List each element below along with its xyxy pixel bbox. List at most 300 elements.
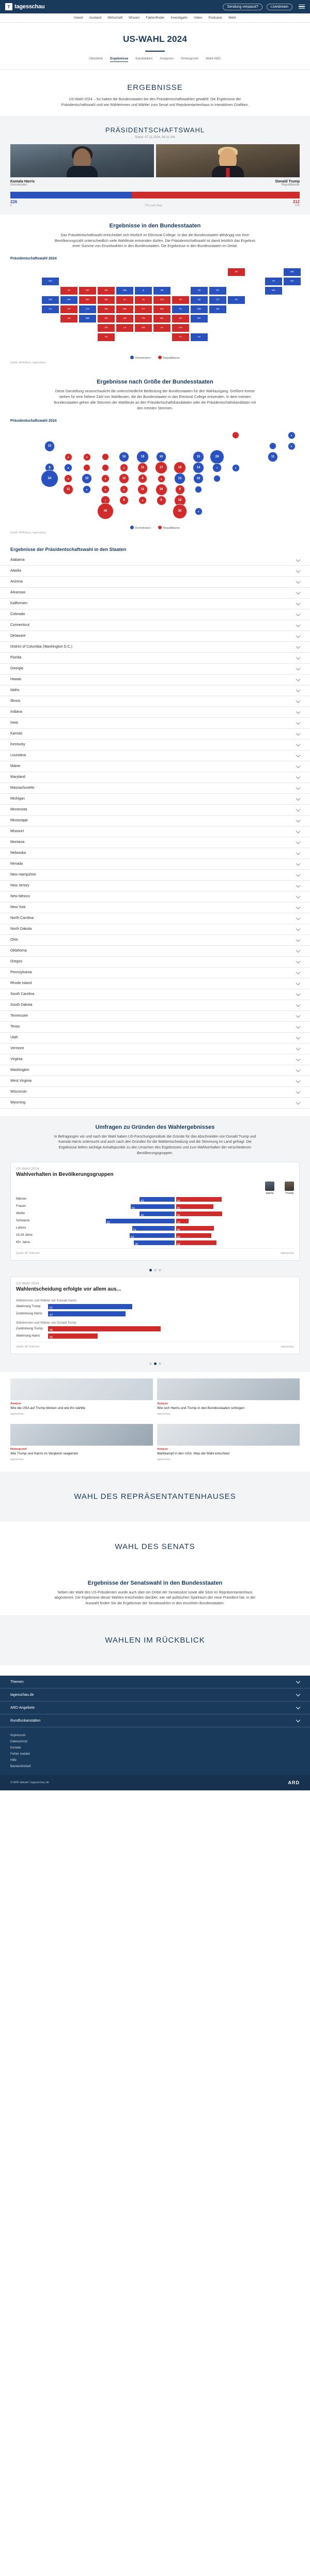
missed-broadcast-button[interactable]: Sendung verpasst? (223, 4, 262, 10)
electoral-votes-trump: 312 (292, 199, 300, 204)
chevron-down-icon (296, 1056, 300, 1061)
state-accordion-item[interactable] (0, 1011, 310, 1022)
state-vt[interactable]: VT (265, 277, 283, 286)
footer-link[interactable]: Fehler melden (10, 1753, 30, 1756)
state-mo[interactable]: MO (116, 305, 134, 314)
state-accordion-item[interactable] (0, 631, 310, 642)
chevron-down-icon (296, 970, 300, 974)
state-va[interactable]: VA (172, 305, 190, 314)
chevron-down-icon (296, 1067, 300, 1071)
state-accordion-item[interactable] (0, 740, 310, 750)
state-accordion-item[interactable] (0, 848, 310, 859)
state-hi[interactable]: HI (190, 333, 208, 342)
state-al[interactable]: AL (153, 324, 171, 332)
bubble-pa[interactable]: 19 (174, 462, 186, 474)
tab-wahl-abc[interactable]: Wahl-ABC (205, 57, 221, 60)
bubble-ut[interactable]: 6 (64, 474, 73, 483)
state-accordion-item[interactable] (0, 957, 310, 968)
scale-right: 538 (295, 204, 300, 207)
legend-harris: Harris (265, 1182, 274, 1195)
bubble-va[interactable]: 13 (174, 473, 185, 484)
state-in[interactable]: IN (134, 296, 152, 304)
nav-item-wirtschaft[interactable]: Wirtschaft (107, 16, 123, 20)
chevron-down-icon (296, 763, 300, 768)
bubble-mn[interactable]: 10 (119, 452, 129, 462)
chevron-down-icon (296, 894, 300, 898)
state-accordion-item[interactable] (0, 935, 310, 946)
chevron-down-icon (296, 611, 300, 616)
state-ak[interactable]: AK (227, 268, 245, 277)
footer-link[interactable]: Hilfe (10, 1759, 17, 1762)
chart-group-row (16, 1219, 294, 1223)
footer-link[interactable]: Kontakt (10, 1746, 21, 1750)
state-accordion-item[interactable] (0, 718, 310, 729)
teaser-4[interactable] (157, 1424, 300, 1461)
bubble-nd[interactable] (102, 453, 109, 461)
bubble-ms[interactable]: 6 (138, 496, 147, 505)
state-accordion-item[interactable] (0, 902, 310, 913)
chevron-down-icon (296, 1035, 300, 1039)
tab-hintergrund[interactable]: Hintergrund (180, 57, 198, 60)
bubble-ne[interactable]: 5 (101, 474, 110, 483)
state-de[interactable]: DE (209, 305, 227, 314)
chevron-down-icon (296, 1046, 300, 1050)
bubble-in[interactable]: 11 (137, 463, 148, 473)
state-accordion-item[interactable] (0, 924, 310, 935)
state-accordion-item[interactable] (0, 1022, 310, 1033)
state-accordion-item[interactable] (0, 674, 310, 685)
state-accordion-label: Wisconsin (10, 1090, 27, 1094)
copyright: © ARD-aktuell / tagesschau.de (10, 1781, 49, 1785)
state-ar[interactable]: AR (116, 314, 134, 323)
state-accordion-label: Nevada (10, 862, 23, 866)
state-oh[interactable]: OH (153, 296, 171, 304)
bubble-ny[interactable]: 28 (210, 450, 224, 464)
nav-item-investigativ[interactable]: Investigativ (171, 16, 188, 20)
dot-1[interactable] (149, 1269, 152, 1271)
dot2-3[interactable] (159, 1362, 161, 1365)
state-accordion-item[interactable] (0, 946, 310, 957)
state-accordion-item[interactable] (0, 870, 310, 881)
chevron-down-icon (296, 1692, 300, 1696)
bar-harris: 49 (134, 1240, 174, 1245)
bubble-ky[interactable]: 8 (138, 474, 147, 483)
bubble-oh[interactable]: 17 (155, 462, 167, 473)
bubble-md[interactable]: 10 (193, 473, 204, 484)
bubble-ks[interactable]: 6 (101, 485, 110, 494)
dot-2[interactable] (154, 1269, 157, 1271)
state-accordion-item[interactable] (0, 599, 310, 609)
chart-bar-label: Zustimmung Harris (16, 1312, 42, 1315)
state-nm[interactable]: NM (79, 314, 97, 323)
state-nd[interactable]: ND (97, 286, 115, 295)
senate-states-section (0, 1572, 310, 1607)
bubble-nc[interactable]: 16 (156, 484, 167, 496)
chart-bar-row (16, 1333, 294, 1339)
map1-source: Quelle: AP/Edison, tagesschau (10, 361, 46, 365)
state-accordion-label: New York (10, 906, 26, 910)
state-accordion-label: Ohio (10, 938, 18, 942)
state-la[interactable]: LA (116, 324, 134, 332)
candidate-trump[interactable] (156, 144, 300, 187)
state-accordion-label: New Mexico (10, 895, 30, 899)
tab-kandidaten[interactable]: Kandidaten (135, 57, 153, 60)
bubble-ak[interactable] (232, 432, 239, 439)
chart-group-bars (56, 1204, 294, 1209)
state-accordion-item[interactable] (0, 913, 310, 924)
bubble-de[interactable] (213, 475, 221, 482)
footer-section-item[interactable] (0, 1701, 310, 1714)
bubble-co[interactable]: 10 (82, 473, 92, 484)
chevron-down-icon (296, 991, 300, 995)
us-bubble-map[interactable] (10, 427, 300, 523)
bubble-ga[interactable]: 16 (174, 495, 186, 507)
state-mt[interactable]: MT (79, 286, 97, 295)
state-accordion-item[interactable] (0, 892, 310, 902)
state-accordion-item[interactable] (0, 816, 310, 826)
tab-analysen[interactable]: Analysen (160, 57, 174, 60)
state-accordion-label: Kentucky (10, 743, 25, 747)
trump-thumb-icon (285, 1182, 294, 1191)
state-accordion-label: West Virginia (10, 1079, 32, 1083)
chevron-down-icon (296, 926, 300, 930)
footer-section-item[interactable] (0, 1689, 310, 1701)
dot2-1[interactable] (149, 1362, 152, 1365)
state-ny[interactable]: NY (209, 286, 227, 295)
state-ok[interactable]: OK (97, 324, 115, 332)
chart-group-label: Männer (16, 1198, 27, 1201)
state-accordion-item[interactable] (0, 609, 310, 620)
chevron-down-icon (296, 1679, 300, 1683)
bubble-nj[interactable]: 14 (193, 462, 204, 473)
bar-trump: 49 (176, 1240, 216, 1245)
carousel-dots-2[interactable] (0, 1359, 310, 1365)
footer-section-item[interactable] (0, 1676, 310, 1689)
state-ks[interactable]: KS (97, 314, 115, 323)
state-ga[interactable]: GA (172, 324, 190, 332)
bubble-hi[interactable]: 4 (195, 508, 203, 515)
bubble-vt[interactable] (269, 442, 276, 450)
nav-item-podcasts[interactable]: Podcasts (208, 16, 223, 20)
state-accordion-item[interactable] (0, 1065, 310, 1076)
footer-links (0, 1727, 310, 1775)
state-mn[interactable]: MN (116, 286, 134, 295)
results-heading: ERGEBNISSE (127, 83, 183, 92)
chart-bar: 47 (48, 1311, 126, 1316)
tab-ergebnisse[interactable]: Ergebnisse (110, 57, 128, 62)
teaser-3[interactable] (10, 1424, 153, 1461)
state-accordion-item[interactable] (0, 859, 310, 870)
state-tx[interactable]: TX (97, 333, 115, 342)
chart-group-row (16, 1226, 294, 1231)
bubble-wa[interactable]: 12 (44, 441, 55, 452)
bubble-az[interactable]: 11 (63, 484, 73, 495)
bubble-sd[interactable] (102, 464, 109, 471)
chart-group-heading: Wählerinnen und Wähler von Kamala Harris (16, 1299, 77, 1302)
state-accordion-label: Connecticut (10, 623, 29, 627)
state-md[interactable]: MD (190, 305, 208, 314)
state-fl[interactable]: FL (172, 333, 190, 342)
chart-group-label: Schwarze (16, 1219, 30, 1223)
state-ia[interactable]: IA (116, 296, 134, 304)
map2-text: Diese Darstellung veranschaulicht die unterschiedliche Bedeutung der Bundesstaaten für den Wahlausgang. Größere Kreise stehen für eine höhere Zahl von Wahlleuten, die der Bundesstaaten in das Electoral College entsenden. In dem meisten Bundesstaaten gehen alle Stimmen der Wahlleute an den Präsidentschaftskandidaten oder die Präsidentschaftskandidatin mit den meisten Stimmen. (54, 390, 256, 410)
bubble-sc[interactable]: 9 (175, 485, 185, 495)
state-accordion-item[interactable] (0, 620, 310, 631)
bubble-nm[interactable]: 5 (83, 485, 91, 494)
state-wa[interactable]: WA (41, 277, 59, 286)
state-accordion-item[interactable] (0, 729, 310, 740)
state-accordion-item[interactable] (0, 968, 310, 978)
results-section (0, 70, 310, 109)
state-accordion-item[interactable] (0, 837, 310, 848)
state-or[interactable]: OR (41, 296, 59, 304)
state-accordion-item[interactable] (0, 826, 310, 837)
teaser-kicker-1: Analyse (10, 1402, 22, 1405)
state-accordion-label: Illinois (10, 699, 21, 703)
chart-bar: 30 (48, 1333, 98, 1339)
state-ut[interactable]: UT (60, 305, 78, 314)
bubble-mt[interactable]: 4 (83, 453, 91, 461)
state-accordion-item[interactable] (0, 761, 310, 772)
state-ca[interactable]: CA (41, 305, 59, 314)
map2-legend (10, 525, 300, 530)
us-choropleth-map[interactable] (10, 265, 300, 352)
bubble-ar[interactable]: 6 (120, 485, 129, 494)
state-accordion-label: Alaska (10, 569, 22, 573)
chart-card-motivation (10, 1277, 300, 1354)
state-accordion-item[interactable] (0, 772, 310, 783)
state-accordion-item[interactable] (0, 1076, 310, 1087)
state-accordion-item[interactable] (0, 1000, 310, 1011)
state-pa[interactable]: PA (172, 296, 190, 304)
bubble-al[interactable]: 9 (157, 496, 166, 505)
hero (0, 23, 310, 70)
state-accordion-item[interactable] (0, 642, 310, 653)
state-ri[interactable]: RI (227, 296, 245, 304)
state-accordion-label: Colorado (10, 612, 25, 617)
chart1-brand: tagesschau (281, 1251, 294, 1255)
state-nv[interactable]: NV (60, 296, 78, 304)
chart-bar: 51 (48, 1304, 132, 1309)
state-ct[interactable]: CT (209, 296, 227, 304)
candidate-harris[interactable] (10, 144, 154, 187)
state-sd[interactable]: SD (97, 296, 115, 304)
senate-states-text: Neben der Wahl des US-Präsidenten wurde auch über ein Drittel der Senatssitze sowie alle Sitze im Repräsentantenhaus abgestimmt. Die Ergebnisse dieser Wahlen entscheiden darüber, wie viel politischen Spielraum der neue Präsident hat. In der Auswahl finden Sie die Ergebnisse der Senatswahlen in den einzelnen Bundesstaaten. (54, 1590, 256, 1606)
state-accordion-label: Washington (10, 1068, 29, 1072)
state-accordion-item[interactable] (0, 566, 310, 577)
state-accordion-label: Minnesota (10, 808, 27, 812)
bubble-ma[interactable]: 11 (268, 452, 278, 462)
state-accordion-item[interactable] (0, 1098, 310, 1109)
footer-section-item[interactable] (0, 1714, 310, 1727)
footer-section-label: Rundfunkanstalten (10, 1719, 41, 1723)
state-mi[interactable]: MI (190, 286, 208, 295)
chart-group-bars (56, 1226, 294, 1231)
tab-ueberblick[interactable]: Überblick (89, 57, 103, 60)
bubble-wy[interactable] (83, 464, 90, 471)
legend-rep: Republikaner (158, 356, 180, 360)
chevron-down-icon (296, 1089, 300, 1093)
state-accordion-item[interactable] (0, 783, 310, 794)
state-wy[interactable]: WY (79, 296, 97, 304)
state-nj[interactable]: NJ (190, 296, 208, 304)
state-accordion-item[interactable] (0, 555, 310, 566)
bubble-mo[interactable]: 10 (119, 473, 129, 484)
state-me[interactable]: ME (283, 268, 301, 277)
nav-item-faktenfinder[interactable]: Faktenfinder (146, 16, 165, 20)
nav-item-inland[interactable]: Inland (73, 16, 83, 20)
state-accordion-item[interactable] (0, 805, 310, 816)
state-accordion-item[interactable] (0, 1044, 310, 1054)
state-accordion-item[interactable] (0, 696, 310, 707)
bubble-ct[interactable]: 7 (212, 463, 222, 472)
chart-bar: 68 (48, 1326, 161, 1331)
chart2-kicker: US-Wahl 2024 (16, 1282, 39, 1285)
state-accordion-item[interactable] (0, 664, 310, 674)
state-accordion-label: Hawaii (10, 678, 22, 682)
bubble-tn[interactable]: 11 (137, 484, 148, 495)
logo-mark-icon: T (5, 3, 12, 10)
state-accordion-label: Kalifornien (10, 602, 28, 606)
bubble-wv[interactable]: 4 (158, 475, 165, 483)
chevron-down-icon (296, 937, 300, 941)
state-accordion-label: Rhode Island (10, 982, 32, 986)
state-az[interactable]: AZ (60, 314, 78, 323)
state-accordion-item[interactable] (0, 978, 310, 989)
state-id[interactable]: ID (60, 286, 78, 295)
nav-item-ausland[interactable]: Ausland (89, 16, 102, 20)
chart2-brand: tagesschau (281, 1345, 294, 1348)
teaser-title-2: Wie sich Harris und Trump in den Bundesstaaten schlugen (157, 1406, 245, 1410)
state-accordion-label: Iowa (10, 721, 18, 725)
chart-group-label: 18-29 Jahre (16, 1234, 33, 1237)
bubble-la[interactable]: 8 (119, 496, 129, 505)
chevron-down-icon (296, 818, 300, 822)
bubble-ri[interactable]: 4 (232, 464, 240, 472)
chevron-down-icon (296, 601, 300, 605)
state-ma[interactable]: MA (265, 286, 283, 295)
footer-link[interactable]: Barrierefreiheit (10, 1765, 31, 1769)
carousel-dots-1[interactable] (0, 1266, 310, 1271)
state-accordion-item[interactable] (0, 989, 310, 1000)
state-accordion-label: South Dakota (10, 1003, 33, 1007)
chevron-down-icon (296, 568, 300, 572)
state-nc[interactable]: NC (153, 314, 171, 323)
teaser-1[interactable] (10, 1378, 153, 1416)
footer-link[interactable]: Impressum (10, 1734, 26, 1738)
hamburger-menu-icon[interactable] (299, 5, 305, 9)
bubble-ok[interactable]: 7 (101, 496, 110, 505)
footer-section-label: tagesschau.de (10, 1693, 34, 1697)
dot2-2[interactable] (154, 1362, 157, 1365)
chevron-down-icon (296, 698, 300, 702)
bar-trump: 55 (176, 1197, 222, 1202)
state-accordion-item[interactable] (0, 750, 310, 761)
nav-item-video[interactable]: Video (194, 16, 203, 20)
teaser-2[interactable] (157, 1378, 300, 1416)
bubble-wi[interactable]: 10 (156, 452, 166, 462)
state-accordion-item[interactable] (0, 1033, 310, 1044)
bubble-nh[interactable]: 4 (288, 442, 296, 450)
site-logo[interactable] (5, 3, 45, 10)
bubble-ia[interactable]: 6 (120, 464, 129, 472)
chart-group-bars (56, 1233, 294, 1238)
state-il[interactable]: IL (134, 286, 152, 295)
chevron-down-icon (296, 709, 300, 713)
teaser-image-4 (157, 1424, 300, 1446)
surveys-heading: Umfragen zu Gründen des Wahlergebnisses (95, 1124, 215, 1130)
footer-bottom (0, 1775, 310, 1790)
state-accordion-item[interactable] (0, 685, 310, 696)
state-ky[interactable]: KY (134, 305, 152, 314)
state-wi[interactable]: WI (153, 286, 171, 295)
chevron-down-icon (296, 633, 300, 637)
electoral-votes (10, 198, 300, 204)
footer-section-label: Themen (10, 1680, 24, 1684)
chevron-down-icon (296, 677, 300, 681)
bubble-ca[interactable]: 54 (41, 470, 58, 487)
state-accordion-item[interactable] (0, 881, 310, 892)
chart-group-row (16, 1204, 294, 1209)
state-accordion-label: Kansas (10, 732, 23, 736)
state-accordion-label: Alabama (10, 558, 25, 562)
teaser-kicker-3: Hintergrund (10, 1447, 27, 1451)
chevron-down-icon (296, 622, 300, 626)
chart1-source: Quelle: AP VoteCast (16, 1251, 40, 1255)
state-dc[interactable]: DC (190, 314, 208, 323)
state-nh[interactable]: NH (283, 277, 301, 286)
footer-link[interactable]: Datenschutz (10, 1740, 28, 1744)
teaser-image-1 (10, 1378, 153, 1400)
state-ne[interactable]: NE (97, 305, 115, 314)
chevron-down-icon (296, 796, 300, 800)
bubble-fl[interactable]: 30 (173, 504, 188, 519)
livestream-button[interactable]: Livestream (267, 4, 292, 10)
state-accordion-item[interactable] (0, 577, 310, 588)
state-tn[interactable]: TN (134, 314, 152, 323)
bubble-tx[interactable]: 40 (97, 503, 114, 519)
bubble-or[interactable]: 8 (45, 463, 54, 472)
nav-item-mehr[interactable]: Mehr (228, 16, 237, 20)
nav-item-wissen[interactable]: Wissen (129, 16, 140, 20)
state-sc[interactable]: SC (172, 314, 190, 323)
state-accordion-item[interactable] (0, 707, 310, 718)
state-ms[interactable]: MS (134, 324, 152, 332)
senate-section: WAHL DES SENATS (0, 1522, 310, 1572)
bubble-id[interactable]: 4 (65, 453, 72, 461)
state-accordion-item[interactable] (0, 1087, 310, 1098)
chart-bar-row (16, 1304, 294, 1309)
state-co[interactable]: CO (79, 305, 97, 314)
house-section: WAHL DES REPRÄSENTANTENHAUSES (0, 1471, 310, 1522)
state-accordion-item[interactable] (0, 588, 310, 599)
bubble-me[interactable]: 4 (288, 432, 296, 439)
bubble-il[interactable]: 19 (136, 451, 149, 463)
bubble-mi[interactable]: 15 (193, 451, 204, 463)
chevron-down-icon (296, 687, 300, 692)
chevron-down-icon (296, 807, 300, 811)
state-accordion-label: Florida (10, 656, 22, 660)
bubble-nv[interactable]: 6 (64, 464, 73, 472)
dot-3[interactable] (159, 1269, 161, 1271)
chevron-down-icon (296, 1024, 300, 1028)
state-accordion-item[interactable] (0, 653, 310, 664)
state-wv[interactable]: WV (153, 305, 171, 314)
bubble-dc[interactable] (195, 486, 202, 493)
chart-group-bars (56, 1240, 294, 1245)
state-accordion-item[interactable] (0, 794, 310, 805)
state-accordion-item[interactable] (0, 1054, 310, 1065)
